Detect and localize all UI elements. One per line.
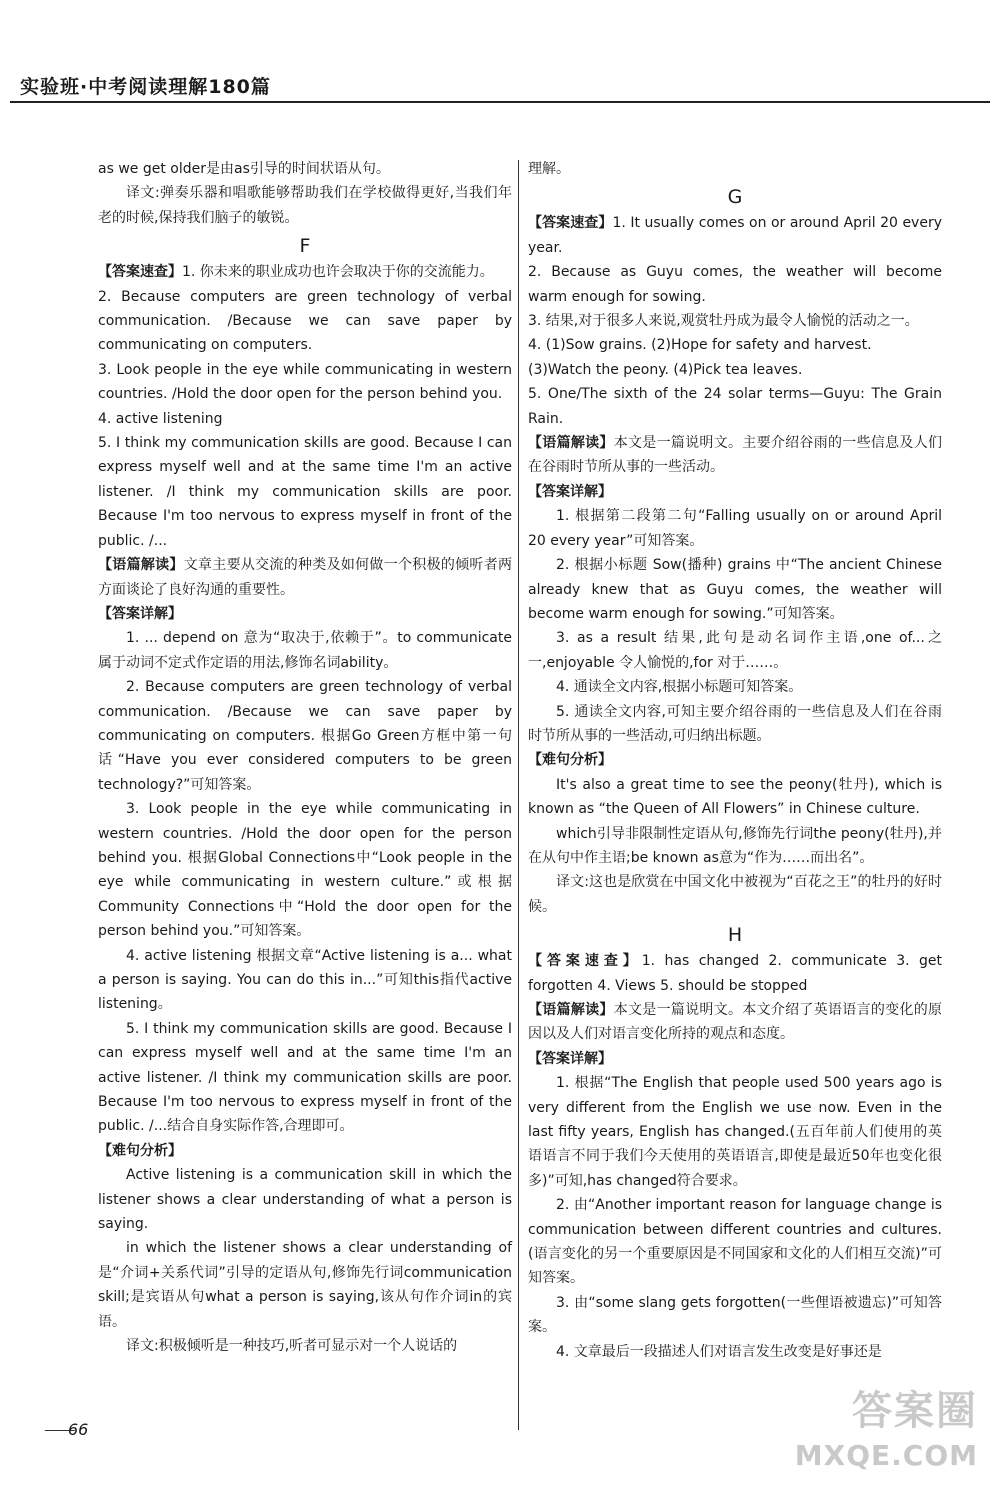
- section-heading-g: G: [727, 186, 743, 209]
- answer-item-1: 1. 你未来的职业成功也许会取决于你的交流能力。: [182, 264, 494, 281]
- label-passage-interpretation: 【语篇解读】: [528, 1002, 614, 1018]
- label-difficult-sentence: 【难句分析】: [98, 1142, 182, 1159]
- answer-quick-check: [528, 211, 942, 260]
- difficult-sentence: It's also a great time to see the peony(牡丹), which is known as “the Queen of All Flowers” in Chinese culture.: [528, 776, 942, 818]
- difficult-sentence-translation: 译文:积极倾听是一种技巧,听者可显示对一个人说话的: [126, 1338, 458, 1355]
- h-passage-interpretation: [528, 998, 942, 1047]
- label-difficult-sentence: 【难句分析】: [528, 752, 612, 769]
- explanation-item-5: 5. I think my communication skills are good. Because I can express myself well and at the same time I'm an active listener. /I think my communication skills are poor. Because I'm too nervous to express myself in front of the public. /...结合自身实际作答,合理即可。: [98, 1020, 512, 1135]
- section-heading-h: H: [727, 924, 743, 947]
- difficult-sentence-translation: 译文:这也是欣赏在中国文化中被视为“百花之王”的牡丹的好时候。: [528, 874, 942, 915]
- answer-quick-check: [98, 260, 512, 284]
- answer-item-1: 1. It usually comes on or around April 20 every year.: [528, 215, 942, 256]
- label-answer-explanation: 【答案详解】: [98, 605, 182, 622]
- watermark-logo: 答案圈: [852, 1388, 978, 1434]
- h-answer-quick-check: [528, 949, 942, 998]
- answer-item-3: 3. Look people in the eye while communicating in western countries. /Hold the door open for the person behind you.: [98, 361, 512, 403]
- explanation-item-2: 2. Because computers are green technology of verbal communication. /Because we can save paper by communicating on computers. 根据Go Green方框中第一句话“Have you ever considered computers to be green technology?”可知答案。: [98, 679, 512, 793]
- header-rule: [10, 101, 990, 103]
- answer-item-4: 4. active listening: [98, 410, 223, 427]
- explanation-item-3: 3. as a result 结果,此句是动名词作主语,one of...之一,enjoyable 令人愉悦的,for 对于……。: [528, 630, 942, 671]
- h-passage-interpretation-text: 本文是一篇说明文。本文介绍了英语语言的变化的原因以及人们对语言变化所持的观点和态度。: [528, 1002, 943, 1043]
- label-passage-interpretation: 【语篇解读】: [98, 557, 184, 574]
- column-divider: [518, 160, 519, 1430]
- h-explanation-item-3: 3. 由“some slang gets forgotten(一些俚语被遗忘)”可知答案。: [528, 1294, 942, 1336]
- h-explanation-item-1: 1. 根据“The English that people used 500 years ago is very different from the English we use now. Even in the last fifty years, English has changed.(五百年前人们使用的英语语言不同于我们今天使用的英语语言,即使是最近50年也变化很多)”可知,has changed符合要求。: [528, 1075, 942, 1189]
- passage-interpretation-text: 文章主要从交流的种类及如何做一个积极的倾听者两方面谈论了良好沟通的重要性。: [98, 557, 513, 598]
- h-explanation-item-4: 4. 文章最后一段描述人们对语言发生改变是好事还是: [556, 1343, 882, 1360]
- page-number: 66: [68, 1420, 89, 1439]
- explanation-item-3: 3. Look people in the eye while communicating in western countries. /Hold the door open for the person behind you. 根据Global Connections中“Look people in the eye while communicating in western culture.”或根据Community Connections中“Hold the door open for the person behind you.”可知答案。: [98, 801, 512, 940]
- passage-interpretation: [528, 431, 942, 480]
- continuation-line: 理解。: [528, 161, 570, 177]
- passage-interpretation-text: 本文是一篇说明文。主要介绍谷雨的一些信息及人们在谷雨时节所从事的一些活动。: [528, 435, 943, 476]
- answer-item-3: 3. 结果,对于很多人来说,观赏牡丹成为最令人愉悦的活动之一。: [528, 313, 919, 330]
- explanation-item-5: 5. 通读全文内容,可知主要介绍谷雨的一些信息及人们在谷雨时节所从事的一些活动,可归纳出标题。: [528, 703, 942, 744]
- left-column: [98, 157, 512, 1359]
- label-answer-explanation: 【答案详解】: [528, 483, 612, 500]
- answer-item-4b: (3)Watch the peony. (4)Pick tea leaves.: [528, 361, 803, 378]
- difficult-sentence-analysis: in which the listener shows a clear understanding of 是“介词+关系代词”引导的定语从句,修饰先行词communication skill;是宾语从句what a person is saying,该从句作介词in的宾语。: [98, 1240, 512, 1330]
- answer-item-4a: 4. (1)Sow grains. (2)Hope for safety and harvest.: [528, 337, 872, 354]
- h-explanation-item-2: 2. 由“Another important reason for language change is communication between different countries and cultures.(语言变化的另一个重要原因是不同国家和文化的人们相互交流)”可知答案。: [528, 1197, 942, 1287]
- h-answer-items: 1. has changed 2. communicate 3. get forgotten 4. Views 5. should be stopped: [528, 953, 942, 994]
- label-passage-interpretation: 【语篇解读】: [528, 435, 614, 452]
- label-answer-quick-check: 【答案速查】: [528, 953, 642, 970]
- label-answer-quick-check: 【答案速查】: [98, 264, 182, 281]
- passage-interpretation: [98, 553, 512, 602]
- translation-paragraph: 译文:弹奏乐器和唱歌能够帮助我们在学校做得更好,当我们年老的时候,保持我们脑子的敏锐。: [98, 185, 512, 226]
- continuation-line: as we get older是由as引导的时间状语从句。: [98, 161, 390, 177]
- explanation-item-4: 4. 通读全文内容,根据小标题可知答案。: [556, 679, 803, 696]
- answer-item-5: 5. One/The sixth of the 24 solar terms—Guyu: The Grain Rain.: [528, 386, 942, 427]
- right-column: [528, 157, 942, 1364]
- explanation-item-1: 1. 根据第二段第二句“Falling usually on or around April 20 every year”可知答案。: [528, 508, 942, 549]
- difficult-sentence-analysis: which引导非限制性定语从句,修饰先行词the peony(牡丹),并在从句中作主语;be known as意为“作为……而出名”。: [528, 825, 942, 866]
- explanation-item-4: 4. active listening 根据文章“Active listening is a... what a person is saying. You can do this in...”可知this指代active listening。: [98, 947, 512, 1013]
- watermark-url: MXQE.COM: [794, 1439, 978, 1472]
- answer-item-5: 5. I think my communication skills are good. Because I can express myself well and at the same time I'm an active listener. /I think my communication skills are poor. Because I'm too nervous to express myself in front of the public. /...: [98, 435, 512, 549]
- label-answer-explanation: 【答案详解】: [528, 1050, 612, 1067]
- answer-item-2: 2. Because as Guyu comes, the weather will become warm enough for sowing.: [528, 264, 942, 305]
- section-heading-f: F: [299, 235, 311, 258]
- difficult-sentence: Active listening is a communication skill in which the listener shows a clear understanding of what a person is saying.: [98, 1167, 512, 1233]
- page-header-title: 实验班·中考阅读理解180篇: [20, 76, 271, 98]
- explanation-item-1: 1. ... depend on 意为“取决于,依赖于”。to communicate 属于动词不定式作定语的用法,修饰名词ability。: [98, 630, 512, 671]
- label-answer-quick-check: 【答案速查】: [528, 215, 613, 232]
- answer-item-2: 2. Because computers are green technology of verbal communication. /Because we can save paper by communicating on computers.: [98, 288, 512, 354]
- explanation-item-2: 2. 根据小标题 Sow(播种) grains 中“The ancient Chinese already knew that as Guyu comes, the weather will become warm enough for sowing.”可知答案。: [528, 557, 942, 622]
